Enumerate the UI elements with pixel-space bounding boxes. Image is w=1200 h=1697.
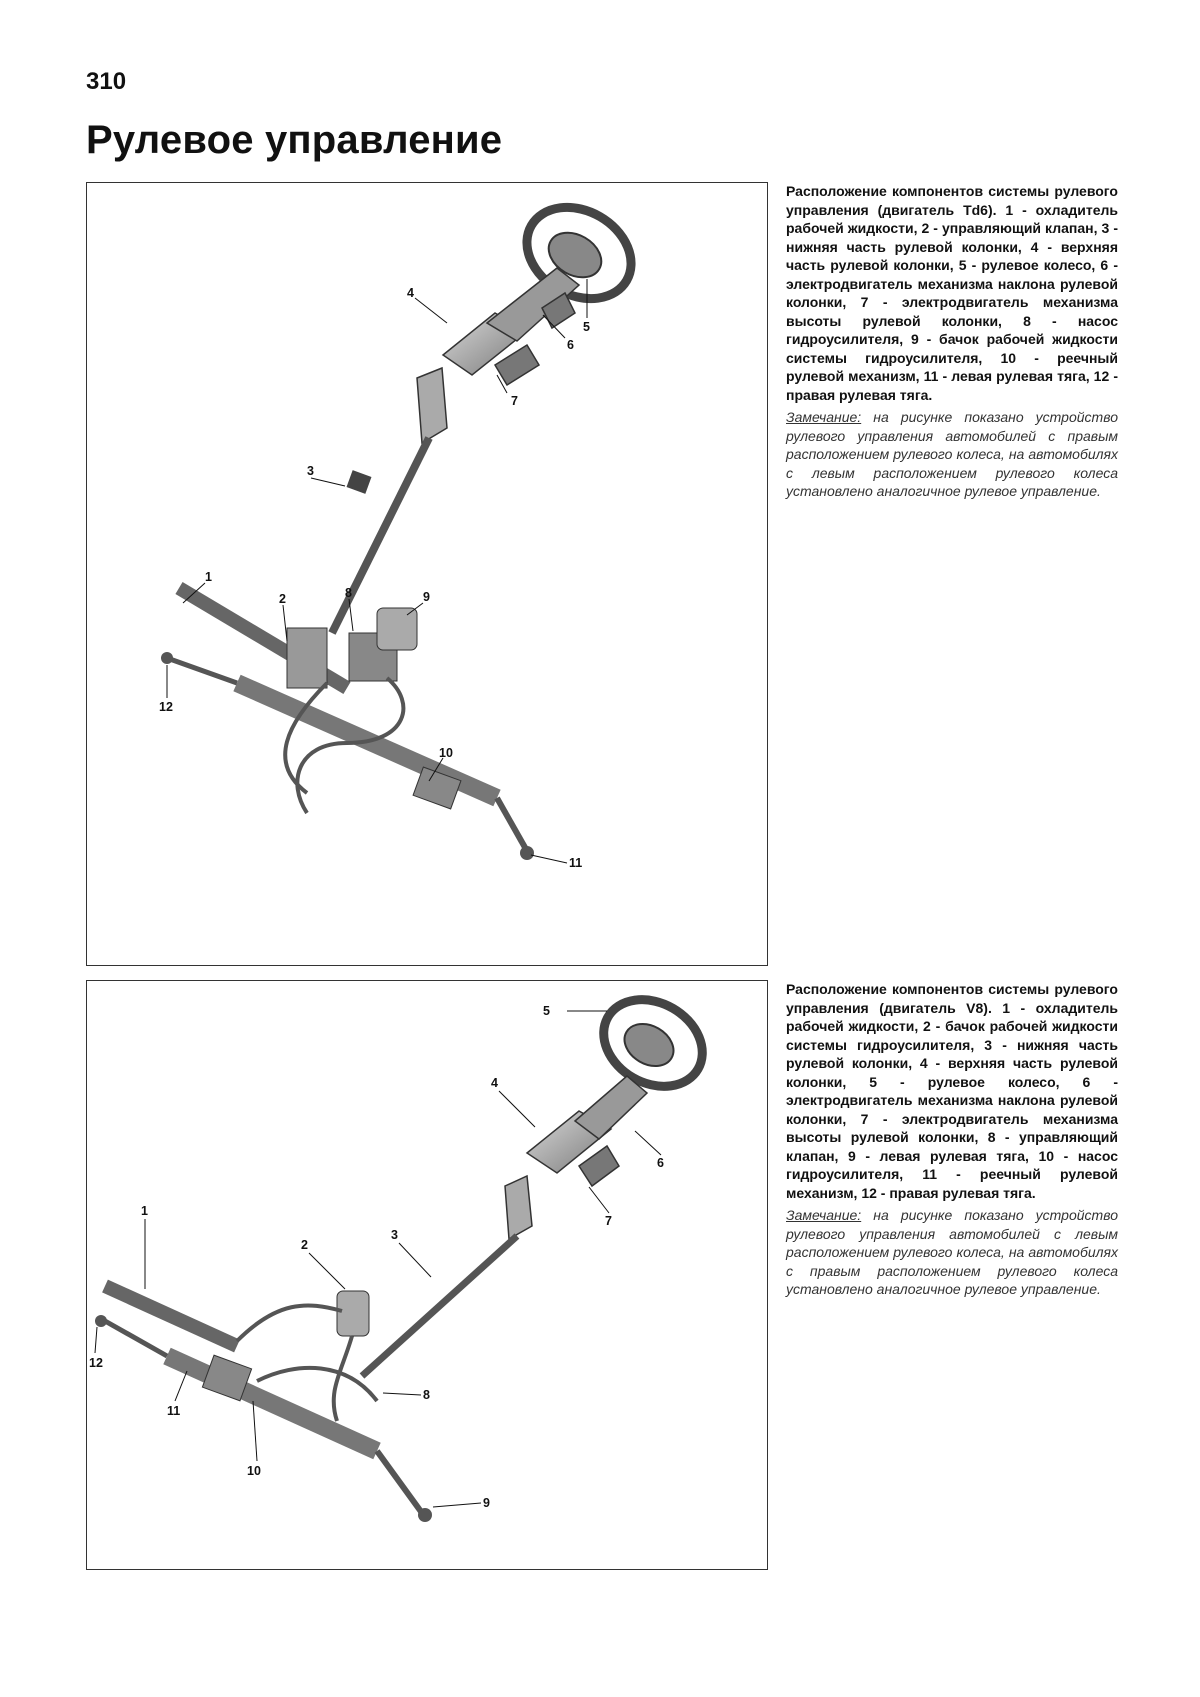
figure1-caption <box>786 182 1118 501</box>
page-title: Рулевое управление <box>86 118 503 162</box>
figure1-caption-text: Расположение компонентов системы рулевого управления (двигатель Td6). 1 - охладитель рабочей жидкости, 2 - управляющий клапан, 3 - нижняя часть рулевой колонки, 4 - верхняя часть рулевой колонки, 5 - рулевое колесо, 6 - электродвигатель механизма наклона рулевой колонки, 7 - электродвигатель механизма высоты рулевой колонки, 8 - насос гидроусилителя, 9 - бачок рабочей жидкости системы гидроусилителя, 10 - реечный рулевой механизм, 11 - левая рулевая тяга, 12 - правая рулевая тяга. <box>786 183 1118 403</box>
figure2-note-text: на рисунке показано устройство рулевого управления автомобилей с левым расположением рулевого колеса, на автомобилях с правым расположением рулевого колеса установлено аналогичное рулевое управление. <box>786 1207 1118 1297</box>
callout-4: 4 <box>491 1076 498 1090</box>
steering-rack <box>161 588 534 860</box>
callout-5: 5 <box>583 320 590 334</box>
callout-2: 2 <box>279 592 286 606</box>
callout-9: 9 <box>423 590 430 604</box>
steering-td6-illustration <box>87 183 767 965</box>
pump-and-reservoir <box>285 608 417 813</box>
steering-wheel <box>588 982 718 1103</box>
lower-steering-column <box>362 1176 532 1376</box>
callout-9: 9 <box>483 1496 490 1510</box>
figure2-note <box>786 1206 1118 1299</box>
callout-10: 10 <box>439 746 453 760</box>
callout-12: 12 <box>159 700 173 714</box>
figure2-note-label: Замечание: <box>786 1207 862 1223</box>
callout-1: 1 <box>205 570 212 584</box>
figure1-note <box>786 408 1118 501</box>
callout-10: 10 <box>247 1464 261 1478</box>
callout-12: 12 <box>89 1356 103 1370</box>
callout-8: 8 <box>345 586 352 600</box>
callout-5: 5 <box>543 1004 550 1018</box>
upper-steering-column <box>443 268 579 385</box>
callout-1: 1 <box>141 1204 148 1218</box>
callout-3: 3 <box>391 1228 398 1242</box>
figure2-caption <box>786 980 1118 1299</box>
callout-8: 8 <box>423 1388 430 1402</box>
callout-6: 6 <box>567 338 574 352</box>
figure1-note-label: Замечание: <box>786 409 862 425</box>
callout-7: 7 <box>511 394 518 408</box>
page-number: 310 <box>86 68 127 95</box>
callout-3: 3 <box>307 464 314 478</box>
callout-4: 4 <box>407 286 414 300</box>
steering-v8-illustration <box>87 981 767 1569</box>
figure1-note-text: на рисунке показано устройство рулевого управления автомобилей с правым расположением рулевого колеса, на автомобилях с левым расположением рулевого колеса установлено аналогичное рулевое управление. <box>786 409 1118 499</box>
callout-6: 6 <box>657 1156 664 1170</box>
figure-steering-v8 <box>86 980 768 1570</box>
figure2-caption-text: Расположение компонентов системы рулевого управления (двигатель V8). 1 - охладитель рабочей жидкости, 2 - бачок рабочей жидкости системы гидроусилителя, 3 - нижняя часть рулевой колонки, 4 - верхняя часть рулевой колонки, 5 - рулевое колесо, 6 - электродвигатель механизма наклона рулевой колонки, 7 - электродвигатель механизма высоты рулевой колонки, 8 - управляющий клапан, 9 - левая рулевая тяга, 10 - насос гидроусилителя, 11 - реечный рулевой механизм, 12 - правая рулевая тяга. <box>786 981 1118 1201</box>
callout-7: 7 <box>605 1214 612 1228</box>
figure-steering-td6 <box>86 182 768 966</box>
callout-2: 2 <box>301 1238 308 1252</box>
callout-11: 11 <box>167 1404 181 1418</box>
callout-11: 11 <box>569 856 583 870</box>
upper-steering-column <box>527 1076 647 1186</box>
